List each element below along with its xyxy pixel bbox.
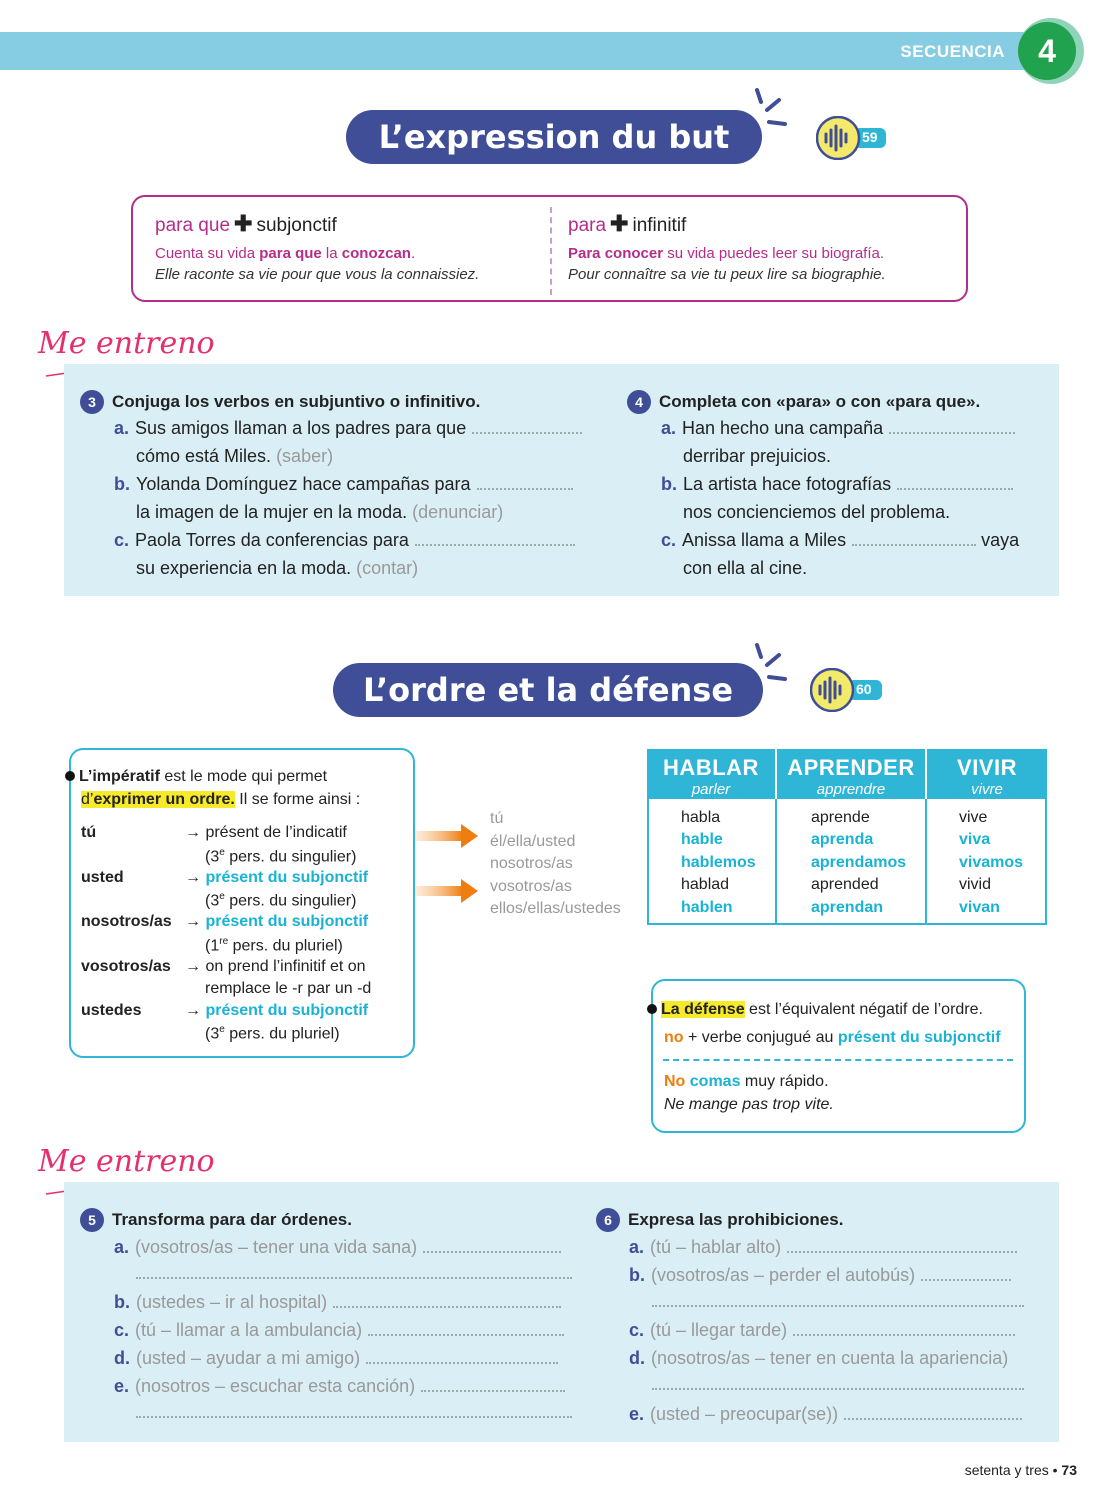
item-prompt: (tú – hablar alto)	[650, 1237, 782, 1257]
practice-heading: Me entreno	[38, 1144, 215, 1179]
imperative-note: remplace le -r par un -d	[205, 980, 372, 997]
plus-icon: ✚	[234, 211, 253, 236]
audio-track-button[interactable]	[810, 668, 884, 712]
imperative-intro	[65, 768, 327, 786]
sequence-label: SECUENCIA	[900, 42, 1005, 61]
pronoun: usted	[81, 869, 124, 886]
verb-header-aprender	[775, 749, 925, 799]
exercise-instruction: Completa con «para» o con «para que».	[659, 392, 981, 411]
exercise-item-cont	[136, 558, 418, 579]
example-spanish	[568, 245, 958, 262]
item-letter: c.	[114, 530, 130, 550]
footer-separator: •	[1052, 1462, 1058, 1478]
item-letter: d.	[114, 1348, 130, 1368]
exercise-item	[114, 474, 573, 495]
item-letter: a.	[629, 1237, 645, 1257]
answer-line	[652, 1291, 1024, 1312]
exercise-item-cont	[683, 502, 950, 523]
defense-intro	[647, 1001, 983, 1019]
rule-text: on prend l’infinitif et on	[205, 958, 366, 975]
answer-blank[interactable]	[852, 532, 976, 546]
example-french: Pour connaître sa vie tu peux lire sa biographie.	[568, 266, 886, 283]
item-text: nos concienciemos del problema.	[683, 502, 951, 522]
exercise-item	[661, 418, 1015, 439]
item-prompt: (usted – preocupar(se))	[650, 1404, 839, 1424]
exercise-item-cont	[683, 446, 831, 467]
rule-para-que	[155, 211, 545, 283]
item-prompt: (vosotros/as – tener una vida sana)	[135, 1237, 418, 1257]
exercise-item	[114, 1292, 561, 1313]
item-prompt: (vosotros/as – perder el autobús)	[651, 1265, 916, 1285]
answer-line	[652, 1374, 1024, 1395]
answer-blank[interactable]	[136, 1404, 572, 1418]
answer-blank[interactable]	[415, 532, 575, 546]
exercise-instruction: Transforma para dar órdenes.	[112, 1210, 352, 1229]
answer-blank[interactable]	[921, 1267, 1011, 1281]
answer-line	[136, 1402, 572, 1423]
rule-text: + verbe conjugué au	[683, 1029, 838, 1046]
answer-blank[interactable]	[652, 1293, 1024, 1307]
rule-mode: subjonctif	[256, 215, 337, 236]
exercise-item-cont	[683, 558, 807, 579]
example-verb: comas	[689, 1073, 741, 1090]
intro-text: est l’équivalent négatif de l’ordre.	[744, 1001, 983, 1018]
exercise-item	[114, 1376, 565, 1397]
item-letter: a.	[114, 1237, 130, 1257]
verb-form: aprendan	[811, 898, 884, 916]
verb-form: aprendamos	[811, 853, 907, 871]
example-text: .	[410, 245, 416, 262]
example-text: Cuenta su vida	[155, 245, 260, 262]
verb-form: hablen	[681, 898, 733, 916]
item-text: vaya	[981, 530, 1020, 550]
exercise-item	[629, 1348, 1008, 1369]
example-text: muy rápido.	[740, 1073, 829, 1090]
item-text: Han hecho una campaña	[682, 418, 884, 438]
exercise-item	[114, 1320, 564, 1341]
item-letter: b.	[114, 474, 130, 494]
sequence-number-badge: 4	[1018, 22, 1076, 80]
section-title-but: L’expression du but	[346, 110, 762, 164]
answer-blank[interactable]	[793, 1322, 1015, 1336]
item-letter: c.	[661, 530, 677, 550]
rule-keyword: para	[568, 215, 607, 236]
pronoun-item: vosotros/as	[490, 877, 572, 895]
item-hint: (contar)	[356, 558, 419, 578]
rule-text: présent du subjonctif	[205, 913, 369, 930]
item-text: la imagen de la mujer en la moda.	[136, 502, 408, 522]
rule-keyword: para que	[155, 215, 231, 236]
item-text: su experiencia en la moda.	[136, 558, 352, 578]
item-prompt: (tú – llamar a la ambulancia)	[135, 1320, 363, 1340]
plus-icon: ✚	[610, 211, 629, 236]
imperative-rule: → on prend l’infinitif et on	[185, 958, 366, 975]
highlighted-text: d’	[81, 791, 94, 808]
item-letter: d.	[629, 1348, 645, 1368]
defense-rule	[664, 1029, 1001, 1047]
bullet-icon	[647, 1004, 657, 1014]
verb-name: APRENDER	[787, 755, 915, 780]
verb-forms-hablar	[647, 799, 777, 925]
item-letter: e.	[114, 1376, 130, 1396]
intro-text: est le mode qui permet	[159, 768, 328, 785]
answer-blank[interactable]	[366, 1350, 558, 1364]
defense-example	[664, 1073, 829, 1091]
example-verb: conozcan	[341, 245, 411, 262]
item-prompt: (nosotros/as – tener en cuenta la apariencia)	[651, 1348, 1009, 1368]
verb-form: hablemos	[681, 853, 756, 871]
verb-header-vivir	[925, 749, 1047, 799]
item-hint: (saber)	[276, 446, 334, 466]
answer-blank[interactable]	[421, 1378, 565, 1392]
defense-example-french: Ne mange pas trop vite.	[664, 1096, 834, 1113]
page-number: 73	[1061, 1462, 1077, 1478]
imperative-note: (1re pers. du pluriel)	[205, 936, 343, 955]
answer-blank[interactable]	[897, 476, 1013, 490]
example-french: Elle raconte sa vie pour que vous la connaissiez.	[155, 266, 480, 283]
section-title-ordre: L’ordre et la défense	[333, 663, 763, 717]
sparkle-icon	[755, 88, 791, 134]
imperative-rule: → présent de l’indicatif	[185, 824, 347, 841]
rule-para	[568, 211, 958, 283]
highlighted-text: La défense	[661, 1001, 745, 1018]
verb-form: aprende	[811, 809, 870, 826]
verb-name: VIVIR	[957, 755, 1017, 780]
imperative-intro-cont	[81, 791, 360, 809]
rule-text: présent du subjonctif	[205, 869, 369, 886]
pronoun-item: él/ella/usted	[490, 832, 576, 850]
item-text: Anissa llama a Miles	[682, 530, 847, 550]
imperative-row-vosotros	[81, 958, 171, 976]
item-prompt: (tú – llegar tarde)	[650, 1320, 788, 1340]
bullet-icon	[65, 771, 75, 781]
rule-text: présent du subjonctif	[205, 1002, 369, 1019]
exercise-number: 4	[627, 390, 651, 414]
audio-track-number: 60	[856, 681, 872, 697]
exercise-item	[114, 530, 575, 551]
verb-form: vivan	[959, 898, 1000, 916]
item-letter: c.	[629, 1320, 645, 1340]
verb-form: hablad	[681, 876, 730, 894]
item-text: Yolanda Domínguez hace campañas para	[136, 474, 471, 494]
item-letter: c.	[114, 1320, 130, 1340]
pronoun: tú	[81, 824, 97, 841]
exercise-item	[114, 1237, 561, 1258]
dashed-divider	[663, 1059, 1013, 1061]
example-text: su vida puedes leer su biografía.	[663, 245, 885, 262]
verb-translation: apprendre	[816, 781, 886, 798]
page-footer	[965, 1462, 1077, 1478]
practice-heading: Me entreno	[38, 326, 215, 361]
verb-form: aprended	[811, 876, 879, 894]
audio-track-number: 59	[862, 129, 878, 145]
imperative-row-tu	[81, 824, 96, 842]
item-letter: e.	[629, 1404, 645, 1424]
answer-line	[136, 1263, 572, 1284]
imperative-note: (3e pers. du singulier)	[205, 891, 357, 910]
example-keyword: para que	[259, 245, 322, 262]
exercise-5-heading	[80, 1208, 352, 1232]
item-text: derribar prejuicios.	[683, 446, 832, 466]
imperative-note: (3e pers. du singulier)	[205, 847, 357, 866]
page-number-words: setenta y tres	[964, 1462, 1049, 1478]
pronoun: ustedes	[81, 1002, 142, 1019]
imperative-term: L’impératif	[79, 768, 160, 785]
exercise-item	[629, 1404, 1022, 1425]
verb-form: vivamos	[959, 853, 1024, 871]
item-text: cómo está Miles.	[136, 446, 272, 466]
item-letter: b.	[629, 1265, 645, 1285]
verb-header-hablar	[647, 749, 775, 799]
exercise-item	[629, 1265, 1011, 1286]
answer-blank[interactable]	[333, 1294, 561, 1308]
conjugation-table	[647, 749, 1047, 925]
exercise-item	[661, 474, 1013, 495]
exercise-item	[114, 1348, 558, 1369]
exercise-number: 3	[80, 390, 104, 414]
exercise-4-heading	[627, 390, 980, 414]
answer-blank[interactable]	[368, 1322, 564, 1336]
pronoun-item: tú	[490, 810, 504, 827]
answer-blank[interactable]	[472, 420, 582, 434]
exercise-item	[661, 530, 1019, 551]
item-letter: b.	[661, 474, 677, 494]
verb-form: hable	[681, 831, 723, 849]
imperative-rule: → présent du subjonctif	[185, 869, 369, 886]
verb-translation: vivre	[971, 781, 1003, 798]
answer-blank[interactable]	[787, 1239, 1017, 1253]
imperative-rule: → présent du subjonctif	[185, 913, 369, 930]
exercise-3-heading	[80, 390, 480, 414]
exercise-instruction: Expresa las prohibiciones.	[628, 1210, 844, 1229]
highlighted-text: exprimer un ordre.	[93, 791, 235, 808]
imperative-row-usted	[81, 869, 124, 887]
imperative-note: (3e pers. du pluriel)	[205, 1024, 340, 1043]
verb-forms-aprender	[775, 799, 927, 925]
item-letter: a.	[661, 418, 677, 438]
exercise-item-cont	[136, 502, 503, 523]
exercise-number: 5	[80, 1208, 104, 1232]
rule-text: présent de l’indicatif	[205, 824, 347, 841]
answer-blank[interactable]	[477, 476, 573, 490]
sparkle-icon	[755, 643, 791, 689]
rule-divider	[550, 207, 552, 295]
exercise-instruction: Conjuga los verbos en subjuntivo o infinitivo.	[112, 392, 481, 411]
exercise-item	[114, 418, 582, 439]
item-letter: a.	[114, 418, 130, 438]
answer-blank[interactable]	[136, 1265, 572, 1279]
verb-translation: parler	[691, 781, 731, 798]
pronoun: nosotros/as	[81, 913, 172, 930]
imperative-rule-box	[69, 748, 415, 1058]
audio-wave-icon	[810, 668, 884, 712]
pronoun-list	[490, 808, 621, 921]
audio-track-button[interactable]	[816, 116, 888, 160]
item-prompt: (nosotros – escuchar esta canción)	[135, 1376, 416, 1396]
purpose-rule-box	[131, 195, 968, 302]
orange-arrow-icon	[415, 823, 479, 849]
exercise-6-heading	[596, 1208, 843, 1232]
item-hint: (denunciar)	[412, 502, 504, 522]
rule-title	[155, 211, 545, 237]
defense-rule-box	[651, 979, 1026, 1133]
intro-text: Il se forme ainsi :	[234, 791, 361, 808]
negation-word: No	[664, 1073, 686, 1090]
answer-blank[interactable]	[652, 1376, 1024, 1390]
pronoun: vosotros/as	[81, 958, 171, 975]
verb-form: vivid	[959, 876, 992, 894]
pronoun-item: nosotros/as	[490, 855, 573, 872]
item-text: Sus amigos llaman a los padres para que	[135, 418, 467, 438]
exercise-item	[629, 1237, 1017, 1258]
verb-forms-vivir	[925, 799, 1047, 925]
rule-title	[568, 211, 958, 237]
item-prompt: (usted – ayudar a mi amigo)	[136, 1348, 361, 1368]
rule-keyword: présent du subjonctif	[837, 1029, 1001, 1046]
item-letter: b.	[114, 1292, 130, 1312]
example-spanish	[155, 245, 545, 262]
imperative-row-nosotros	[81, 913, 172, 931]
verb-form: viva	[959, 831, 991, 849]
verb-form: habla	[681, 809, 721, 826]
item-text: con ella al cine.	[683, 558, 808, 578]
verb-form: aprenda	[811, 831, 874, 849]
verb-form: vive	[959, 809, 988, 826]
pronoun-item: ellos/ellas/ustedes	[490, 900, 621, 917]
item-text: La artista hace fotografías	[683, 474, 892, 494]
rule-mode: infinitif	[632, 215, 687, 236]
imperative-row-ustedes	[81, 1002, 141, 1020]
negation-word: no	[664, 1029, 684, 1046]
answer-blank[interactable]	[844, 1406, 1022, 1420]
exercise-item	[629, 1320, 1015, 1341]
exercise-number: 6	[596, 1208, 620, 1232]
example-keyword: Para conocer	[568, 245, 664, 262]
exercise-item-cont	[136, 446, 333, 467]
verb-name: HABLAR	[663, 755, 759, 780]
imperative-rule: → présent du subjonctif	[185, 1002, 369, 1019]
orange-arrow-icon	[415, 878, 479, 904]
example-text: la	[321, 245, 342, 262]
answer-blank[interactable]	[889, 420, 1015, 434]
item-text: Paola Torres da conferencias para	[135, 530, 409, 550]
answer-blank[interactable]	[423, 1239, 561, 1253]
item-prompt: (ustedes – ir al hospital)	[136, 1292, 328, 1312]
